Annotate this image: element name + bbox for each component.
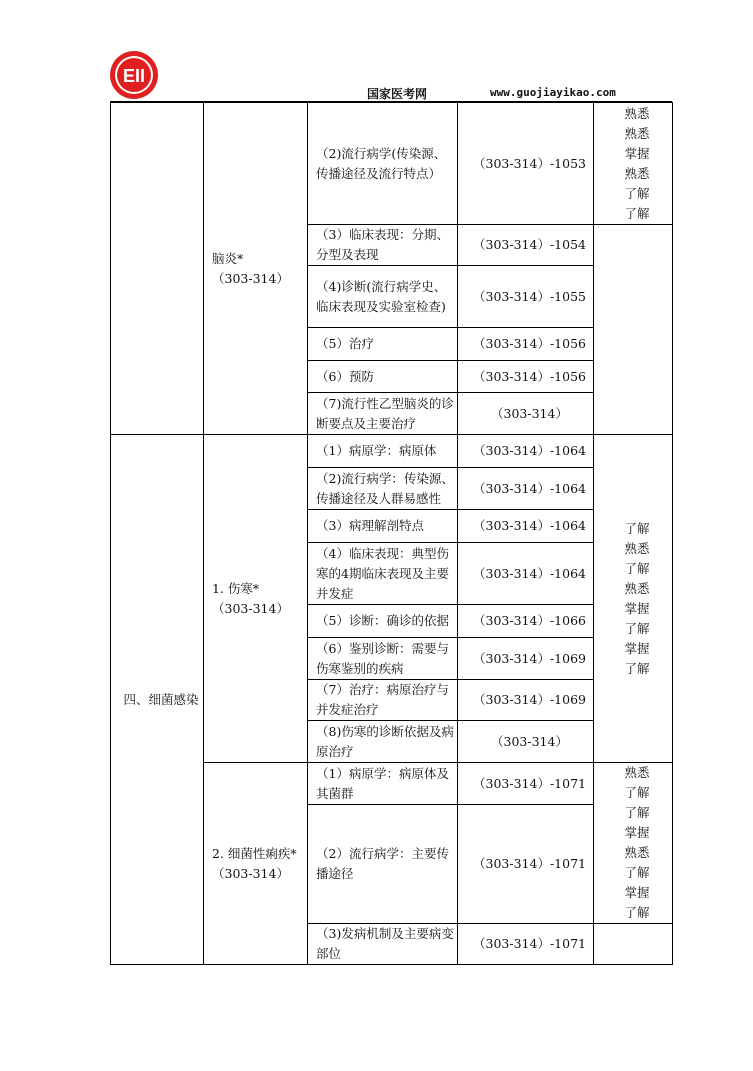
ref-cell: （303-314）-1071 xyxy=(458,924,594,965)
requirement-level: 掌握 xyxy=(624,640,650,656)
requirement-level: 了解 xyxy=(624,185,650,201)
requirement-level: 掌握 xyxy=(624,145,650,161)
requirement-cell-empty xyxy=(594,225,673,435)
ref-cell: （303-314）-1064 xyxy=(458,468,594,510)
content-cell: （5）诊断：确诊的依据 xyxy=(308,605,458,638)
content-cell: （3）病理解剖特点 xyxy=(308,510,458,543)
requirement-level: 了解 xyxy=(624,905,650,920)
ref-cell: （303-314）-1064 xyxy=(458,543,594,605)
content-cell: （7）治疗：病原治疗与并发症治疗 xyxy=(308,680,458,721)
content-cell: （1）病原学：病原体及其菌群 xyxy=(308,763,458,805)
ref-cell: （303-314）-1064 xyxy=(458,435,594,468)
topic-ref: （303-314） xyxy=(212,270,289,286)
ref-cell: （303-314）-1071 xyxy=(458,805,594,924)
requirement-level: 掌握 xyxy=(624,825,650,840)
ref-cell: （303-314）-1064 xyxy=(458,510,594,543)
topic-cell xyxy=(204,103,308,435)
requirement-level: 熟悉 xyxy=(624,165,650,181)
content-cell: （4)诊断(流行病学史、临床表现及实验室检查) xyxy=(308,266,458,328)
ref-cell: （303-314）-1071 xyxy=(458,763,594,805)
content-cell: （3)发病机制及主要病变部位 xyxy=(308,924,458,965)
ref-cell: （303-314）-1056 xyxy=(458,361,594,393)
content-cell: （4）临床表现：典型伤寒的4期临床表现及主要并发症 xyxy=(308,543,458,605)
unit-cell-empty xyxy=(111,103,204,435)
ref-cell: （303-314）-1069 xyxy=(458,638,594,680)
requirement-cell-empty xyxy=(594,924,673,965)
topic-ref: （303-314） xyxy=(212,600,289,616)
topic-ref: （303-314） xyxy=(212,865,289,881)
ref-cell: （303-314） xyxy=(458,721,594,763)
site-logo xyxy=(108,49,160,101)
requirement-level: 了解 xyxy=(624,560,650,576)
ref-cell: （303-314）-1056 xyxy=(458,328,594,361)
requirement-level: 了解 xyxy=(624,620,650,636)
table-row xyxy=(111,435,673,468)
ref-cell: （303-314）-1069 xyxy=(458,680,594,721)
requirement-level: 掌握 xyxy=(624,885,650,900)
table-row xyxy=(111,103,673,225)
topic-title: 1. 伤寒* xyxy=(212,580,260,596)
site-name: 国家医考网 xyxy=(367,87,428,101)
requirement-level: 掌握 xyxy=(624,600,650,616)
requirement-level: 了解 xyxy=(624,805,650,820)
requirement-level: 了解 xyxy=(624,660,650,676)
requirement-level: 熟悉 xyxy=(624,580,650,596)
requirement-level: 熟悉 xyxy=(624,540,650,556)
requirement-level: 了解 xyxy=(624,520,650,536)
topic-cell xyxy=(204,763,308,965)
ref-cell: （303-314）-1066 xyxy=(458,605,594,638)
content-cell: （6）鉴别诊断：需要与伤寒鉴别的疾病 xyxy=(308,638,458,680)
ref-cell: （303-314）-1054 xyxy=(458,225,594,266)
requirement-cell xyxy=(594,103,673,225)
requirement-level: 了解 xyxy=(624,785,650,800)
svg-text:EII: EII xyxy=(122,66,146,86)
content-cell: （7)流行性乙型脑炎的诊断要点及主要治疗 xyxy=(308,393,458,435)
topic-title: 2. 细菌性痢疾* xyxy=(212,845,297,861)
content-cell: （8)伤寒的诊断依据及病原治疗 xyxy=(308,721,458,763)
ref-cell: （303-314） xyxy=(458,393,594,435)
syllabus-table xyxy=(110,102,673,965)
site-url: www.guojiayikao.com xyxy=(490,86,616,99)
topic-cell xyxy=(204,435,308,763)
requirement-level: 熟悉 xyxy=(624,125,650,141)
requirement-level: 了解 xyxy=(624,865,650,880)
ref-cell: （303-314）-1055 xyxy=(458,266,594,328)
requirement-level: 了解 xyxy=(624,205,650,221)
content-cell: （5）治疗 xyxy=(308,328,458,361)
requirement-cell xyxy=(594,435,673,763)
content-cell: （2)流行病学(传染源、传播途径及流行特点） xyxy=(308,103,458,225)
content-cell: （2)流行病学：传染源、传播途径及人群易感性 xyxy=(308,468,458,510)
unit-cell: 四、细菌感染 xyxy=(111,435,204,965)
content-cell: （6）预防 xyxy=(308,361,458,393)
content-cell: （2）流行病学：主要传播途径 xyxy=(308,805,458,924)
requirement-level: 熟悉 xyxy=(624,105,650,121)
requirement-level: 熟悉 xyxy=(624,845,650,860)
topic-title: 脑炎* xyxy=(212,250,244,266)
requirement-level: 熟悉 xyxy=(624,765,650,780)
content-cell: （3）临床表现：分期、分型及表现 xyxy=(308,225,458,266)
content-cell: （1）病原学：病原体 xyxy=(308,435,458,468)
requirement-cell xyxy=(594,763,673,924)
ref-cell: （303-314）-1053 xyxy=(458,103,594,225)
